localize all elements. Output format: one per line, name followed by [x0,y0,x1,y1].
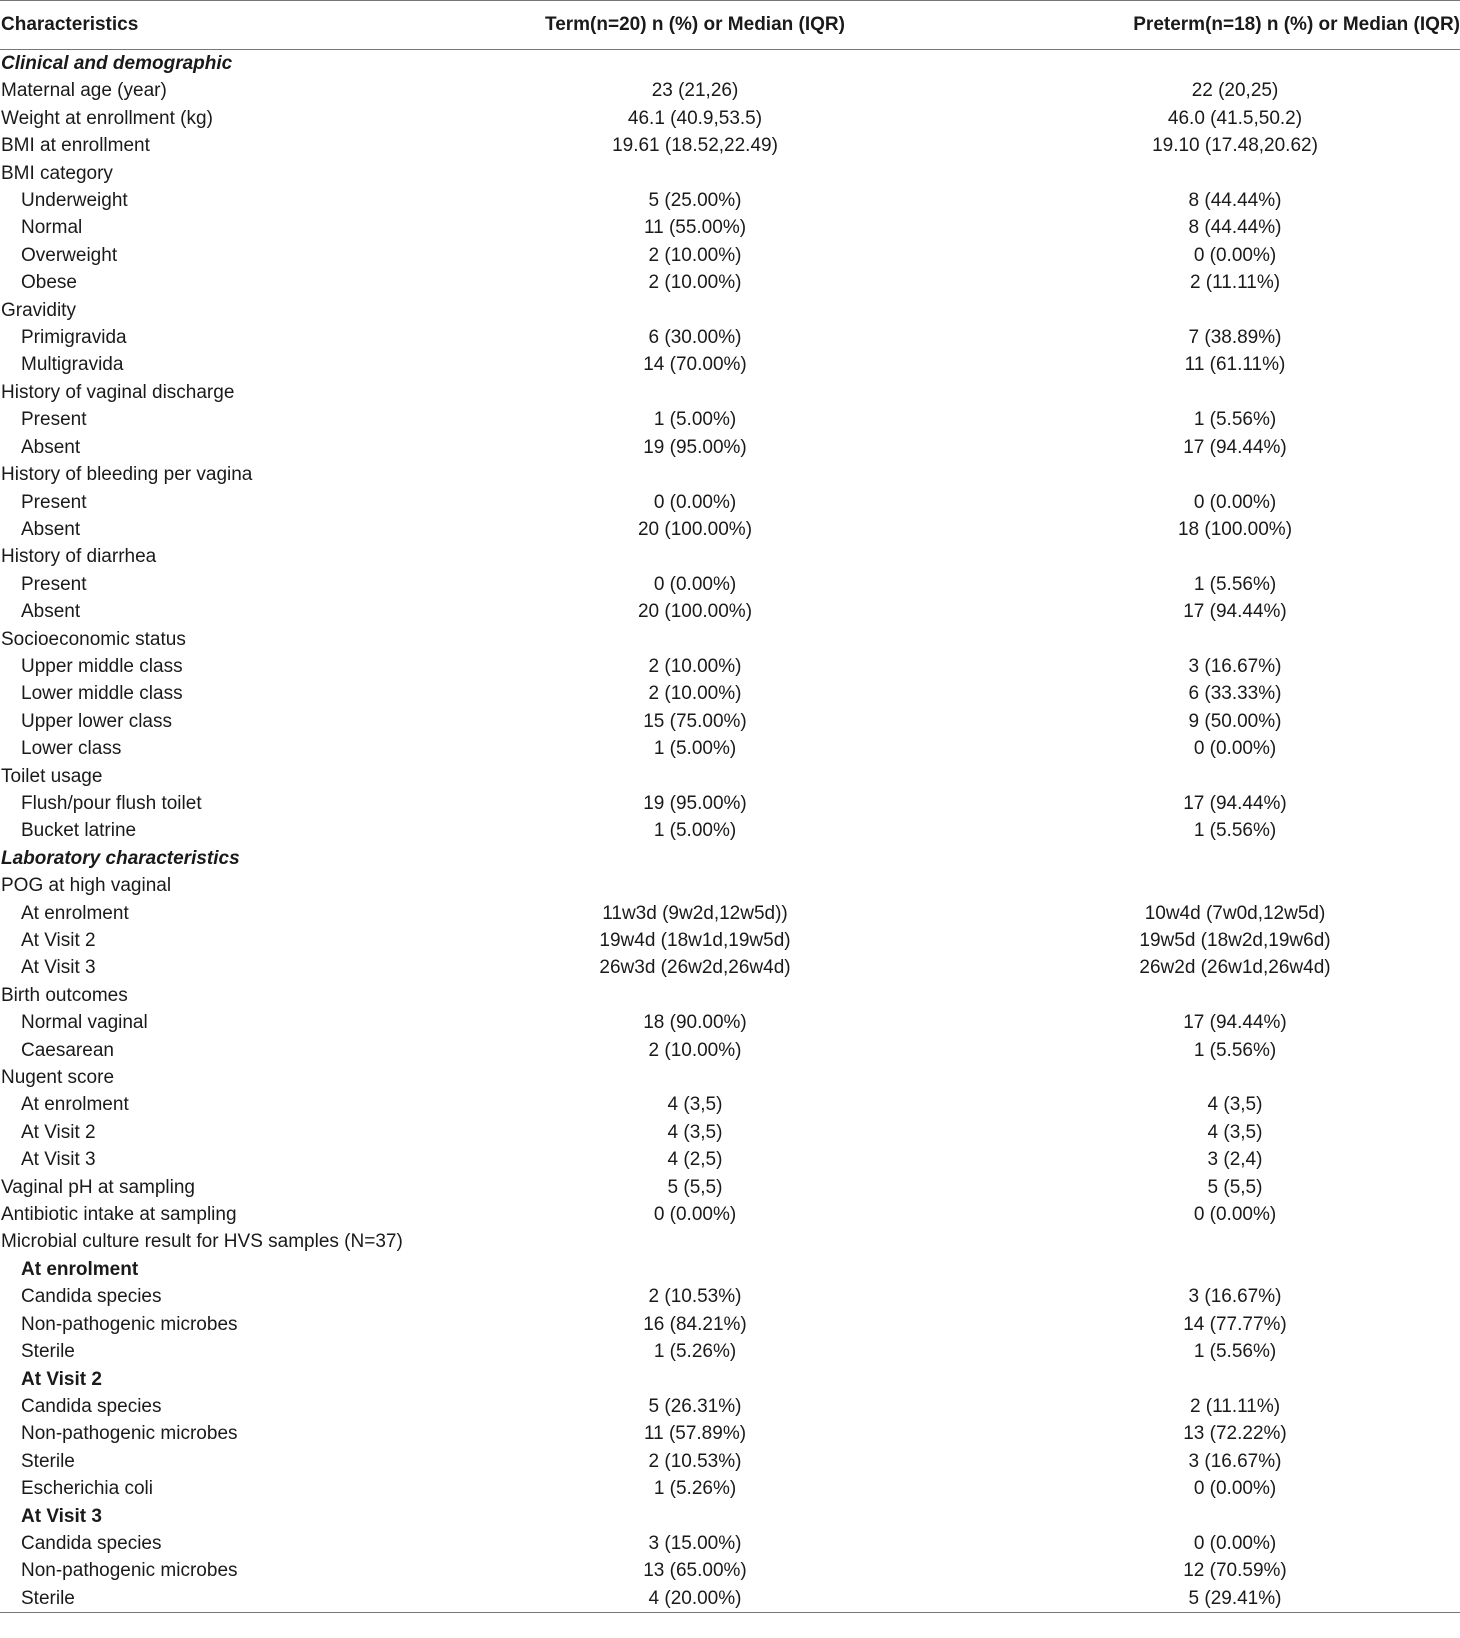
row-label: Socioeconomic status [1,628,186,650]
table-row [0,187,1460,214]
term-value: 0 (0.00%) [653,573,737,595]
term-value: 18 (90.00%) [643,1012,747,1034]
table-row [0,1338,1460,1365]
table-row [0,297,1460,324]
row-label: Escherichia coli [21,1478,153,1500]
preterm-value: 1 (5.56%) [1193,1039,1277,1061]
table-row [0,1091,1460,1118]
row-label: Upper middle class [21,655,183,677]
subheading-row [0,1256,1460,1283]
table-row [0,1201,1460,1228]
table-row [0,708,1460,735]
table-row [0,1228,1460,1255]
preterm-value: 1 (5.56%) [1193,409,1277,431]
table-row [0,351,1460,378]
preterm-value: 19w5d (18w2d,19w6d) [1139,930,1331,951]
row-label: Maternal age (year) [1,80,167,102]
row-label: Multigravida [21,354,124,376]
row-label: Nugent score [1,1067,115,1089]
term-value: 1 (5.00%) [653,820,737,842]
term-value: 11 (57.89%) [643,1423,747,1445]
table-body [0,50,1460,1613]
term-value [450,461,910,488]
term-value: 14 (70.00%) [643,354,747,376]
preterm-value: 46.0 (41.5,50.2) [1167,107,1303,129]
row-label: Caesarean [21,1039,114,1061]
table-row [0,489,1460,516]
term-value: 5 (25.00%) [648,190,742,212]
row-label: Toilet usage [1,765,103,787]
table-row [0,1393,1460,1420]
preterm-value: 6 (33.33%) [1188,683,1282,705]
table-row [0,817,1460,844]
table-row [0,735,1460,762]
table-row [0,982,1460,1009]
term-value: 4 (3,5) [667,1121,723,1143]
row-label: Primigravida [21,327,127,349]
term-value: 1 (5.00%) [653,409,737,431]
term-value [450,379,910,406]
row-label: Flush/pour flush toilet [21,792,202,814]
term-value: 19 (95.00%) [643,436,747,458]
table-row [0,214,1460,241]
preterm-value: 3 (16.67%) [1188,1286,1282,1308]
term-value [450,763,910,790]
term-value: 2 (10.00%) [648,655,742,677]
term-value [450,1228,910,1255]
preterm-value: 1 (5.56%) [1193,1341,1277,1363]
preterm-value [910,50,1460,78]
row-label: Lower middle class [21,683,183,705]
row-label: Gravidity [1,299,76,321]
table-row [0,1174,1460,1201]
table-row [0,379,1460,406]
preterm-value: 0 (0.00%) [1193,1478,1277,1500]
preterm-value: 5 (5,5) [1207,1176,1263,1198]
row-label: Bucket latrine [21,820,137,842]
term-value: 26w3d (26w2d,26w4d) [599,957,791,979]
preterm-value: 4 (3,5) [1207,1121,1263,1143]
preterm-value: 13 (72.22%) [1183,1423,1287,1445]
subheading-row [0,1366,1460,1393]
table-row [0,543,1460,570]
term-value [450,50,910,78]
table-row [0,516,1460,543]
preterm-value [910,1256,1460,1283]
term-value: 5 (26.31%) [648,1395,742,1417]
term-value: 19w4d (18w1d,19w5d) [599,930,791,951]
row-label: Underweight [21,190,128,212]
row-label: Lower class [21,738,122,760]
term-value [450,982,910,1009]
row-label: Upper lower class [21,710,172,732]
table-row [0,872,1460,899]
table-row [0,461,1460,488]
preterm-value: 26w2d (26w1d,26w4d) [1139,957,1331,979]
row-label: Candida species [21,1395,162,1417]
term-value: 19 (95.00%) [643,792,747,814]
table-row [0,1064,1460,1091]
table-row [0,790,1460,817]
preterm-value [910,1366,1460,1393]
row-label: POG at high vaginal [1,875,172,897]
term-value [450,297,910,324]
row-label: History of diarrhea [1,546,157,568]
table-row [0,434,1460,461]
preterm-value [910,160,1460,187]
header-characteristics: Characteristics [0,1,450,50]
table-row [0,105,1460,132]
table-row [0,242,1460,269]
preterm-value [910,1064,1460,1091]
term-value: 3 (15.00%) [648,1532,742,1554]
preterm-value: 2 (11.11%) [1189,272,1281,294]
row-label: Present [21,491,87,513]
table-row [0,77,1460,104]
table-row [0,1475,1460,1502]
term-value: 5 (5,5) [667,1176,723,1198]
term-value: 1 (5.00%) [653,738,737,760]
row-label: Weight at enrollment (kg) [1,107,213,129]
preterm-value: 1 (5.56%) [1193,573,1277,595]
row-label: Present [21,409,87,431]
section-row [0,50,1460,78]
table-row [0,1448,1460,1475]
term-value: 11 (55.00%) [643,217,747,239]
row-label: Absent [21,518,81,540]
term-value [450,543,910,570]
row-label: Candida species [21,1532,162,1554]
row-label: At enrolment [21,902,129,924]
term-value: 1 (5.26%) [653,1478,737,1500]
table-row [0,1146,1460,1173]
term-value: 4 (20.00%) [450,1585,910,1613]
row-label: At Visit 2 [21,1368,102,1390]
table-row [0,1557,1460,1584]
preterm-value [910,872,1460,899]
row-label: Sterile [21,1450,75,1472]
preterm-value: 22 (20,25) [1191,80,1279,102]
preterm-value [910,461,1460,488]
preterm-value [910,543,1460,570]
table-row [0,900,1460,927]
header-preterm: Preterm(n=18) n (%) or Median (IQR) [910,1,1460,50]
term-value: 20 (100.00%) [637,518,753,540]
table-row [0,1311,1460,1338]
term-value: 19.61 (18.52,22.49) [612,135,778,157]
term-value: 2 (10.00%) [648,1039,742,1061]
header-term: Term(n=20) n (%) or Median (IQR) [450,1,910,50]
row-label: At Visit 2 [21,1121,96,1143]
row-label: Present [21,573,87,595]
preterm-value: 2 (11.11%) [1189,1395,1281,1417]
row-label: Candida species [21,1286,162,1308]
row-label: Normal [21,217,83,239]
preterm-value [910,1228,1460,1255]
preterm-value: 0 (0.00%) [1193,491,1277,513]
row-label: Clinical and demographic [1,53,233,74]
term-value [450,845,910,872]
section-row [0,845,1460,872]
row-label: Non-pathogenic microbes [21,1423,238,1445]
term-value: 1 (5.26%) [653,1341,737,1363]
term-value: 20 (100.00%) [637,601,753,623]
term-value: 23 (21,26) [651,80,739,102]
row-label: At Visit 3 [21,957,96,979]
row-label: At Visit 2 [21,930,96,951]
table-row [0,406,1460,433]
row-label: Microbial culture result for HVS samples (N=37) [1,1231,403,1253]
preterm-value [910,763,1460,790]
term-value [450,626,910,653]
row-label: Obese [21,272,77,294]
preterm-value [910,626,1460,653]
preterm-value: 3 (16.67%) [1188,655,1282,677]
table-row [0,269,1460,296]
term-value [450,1503,910,1530]
row-label: At enrolment [21,1094,129,1116]
preterm-value [910,845,1460,872]
row-label: At Visit 3 [21,1149,96,1171]
table-row [0,680,1460,707]
row-label: History of vaginal discharge [1,381,235,403]
preterm-value: 11 (61.11%) [1184,354,1286,376]
row-label: Sterile [21,1341,75,1363]
preterm-value: 1 (5.56%) [1193,820,1277,842]
row-label: At enrolment [21,1258,139,1280]
preterm-value: 10w4d (7w0d,12w5d) [1144,902,1326,924]
preterm-value: 4 (3,5) [1207,1094,1263,1116]
term-value: 4 (2,5) [667,1149,723,1171]
preterm-value: 12 (70.59%) [1183,1560,1287,1582]
term-value: 46.1 (40.9,53.5) [627,107,763,129]
row-label: Laboratory characteristics [1,847,240,869]
table-row [0,1009,1460,1036]
table-row [0,1037,1460,1064]
row-label: At Visit 3 [21,1505,102,1527]
row-label: Non-pathogenic microbes [21,1313,238,1335]
table-row [0,571,1460,598]
term-value: 11w3d (9w2d,12w5d)) [602,902,788,924]
header-row [0,1,1460,50]
term-value: 2 (10.00%) [648,244,742,266]
table-row [0,1585,1460,1613]
preterm-value: 19.10 (17.48,20.62) [1152,135,1318,157]
term-value: 0 (0.00%) [653,491,737,513]
table-row [0,954,1460,981]
row-label: BMI category [1,162,113,184]
term-value: 16 (84.21%) [643,1313,747,1335]
term-value: 0 (0.00%) [653,1204,737,1226]
term-value: 2 (10.53%) [648,1450,742,1472]
table-row [0,763,1460,790]
term-value: 4 (3,5) [667,1094,723,1116]
row-label: History of bleeding per vagina [1,464,253,486]
row-label: Antibiotic intake at sampling [1,1204,237,1226]
preterm-value [910,379,1460,406]
preterm-value: 14 (77.77%) [1183,1313,1287,1335]
row-label: Non-pathogenic microbes [21,1560,238,1582]
preterm-value: 18 (100.00%) [1177,518,1293,540]
subheading-row [0,1503,1460,1530]
row-label: BMI at enrollment [1,135,150,157]
preterm-value: 0 (0.00%) [1193,1532,1277,1554]
preterm-value: 5 (29.41%) [910,1585,1460,1613]
row-label: Overweight [21,244,118,266]
table-row [0,1530,1460,1557]
preterm-value: 17 (94.44%) [1183,436,1287,458]
term-value: 6 (30.00%) [648,327,742,349]
table-row [0,1119,1460,1146]
term-value: 15 (75.00%) [643,710,747,732]
table-row [0,927,1460,954]
preterm-value: 17 (94.44%) [1183,601,1287,623]
preterm-value [910,297,1460,324]
preterm-value: 8 (44.44%) [1188,190,1282,212]
preterm-value: 0 (0.00%) [1193,244,1277,266]
row-label: Birth outcomes [1,984,128,1006]
term-value: 2 (10.00%) [648,272,742,294]
row-label: Vaginal pH at sampling [1,1176,195,1198]
preterm-value: 0 (0.00%) [1193,738,1277,760]
preterm-value: 7 (38.89%) [1188,327,1282,349]
row-label: Absent [21,436,81,458]
term-value [450,1256,910,1283]
preterm-value: 0 (0.00%) [1193,1204,1277,1226]
preterm-value [910,1503,1460,1530]
term-value [450,160,910,187]
table-row [0,1283,1460,1310]
term-value: 2 (10.00%) [648,683,742,705]
term-value: 2 (10.53%) [648,1286,742,1308]
term-value [450,1366,910,1393]
row-label: Sterile [0,1585,450,1613]
preterm-value: 3 (16.67%) [1188,1450,1282,1472]
preterm-value: 3 (2,4) [1207,1149,1263,1171]
table-row [0,626,1460,653]
preterm-value: 17 (94.44%) [1183,1012,1287,1034]
preterm-value [910,982,1460,1009]
table-row [0,324,1460,351]
table-row [0,653,1460,680]
row-label: Absent [21,601,81,623]
table-row [0,1420,1460,1447]
preterm-value: 9 (50.00%) [1188,710,1282,732]
term-value: 13 (65.00%) [643,1560,747,1582]
table-row [0,598,1460,625]
preterm-value: 17 (94.44%) [1183,792,1287,814]
term-value [450,1064,910,1091]
table-row [0,132,1460,159]
row-label: Normal vaginal [21,1012,148,1034]
term-value [450,872,910,899]
preterm-value: 8 (44.44%) [1188,217,1282,239]
table-row [0,160,1460,187]
